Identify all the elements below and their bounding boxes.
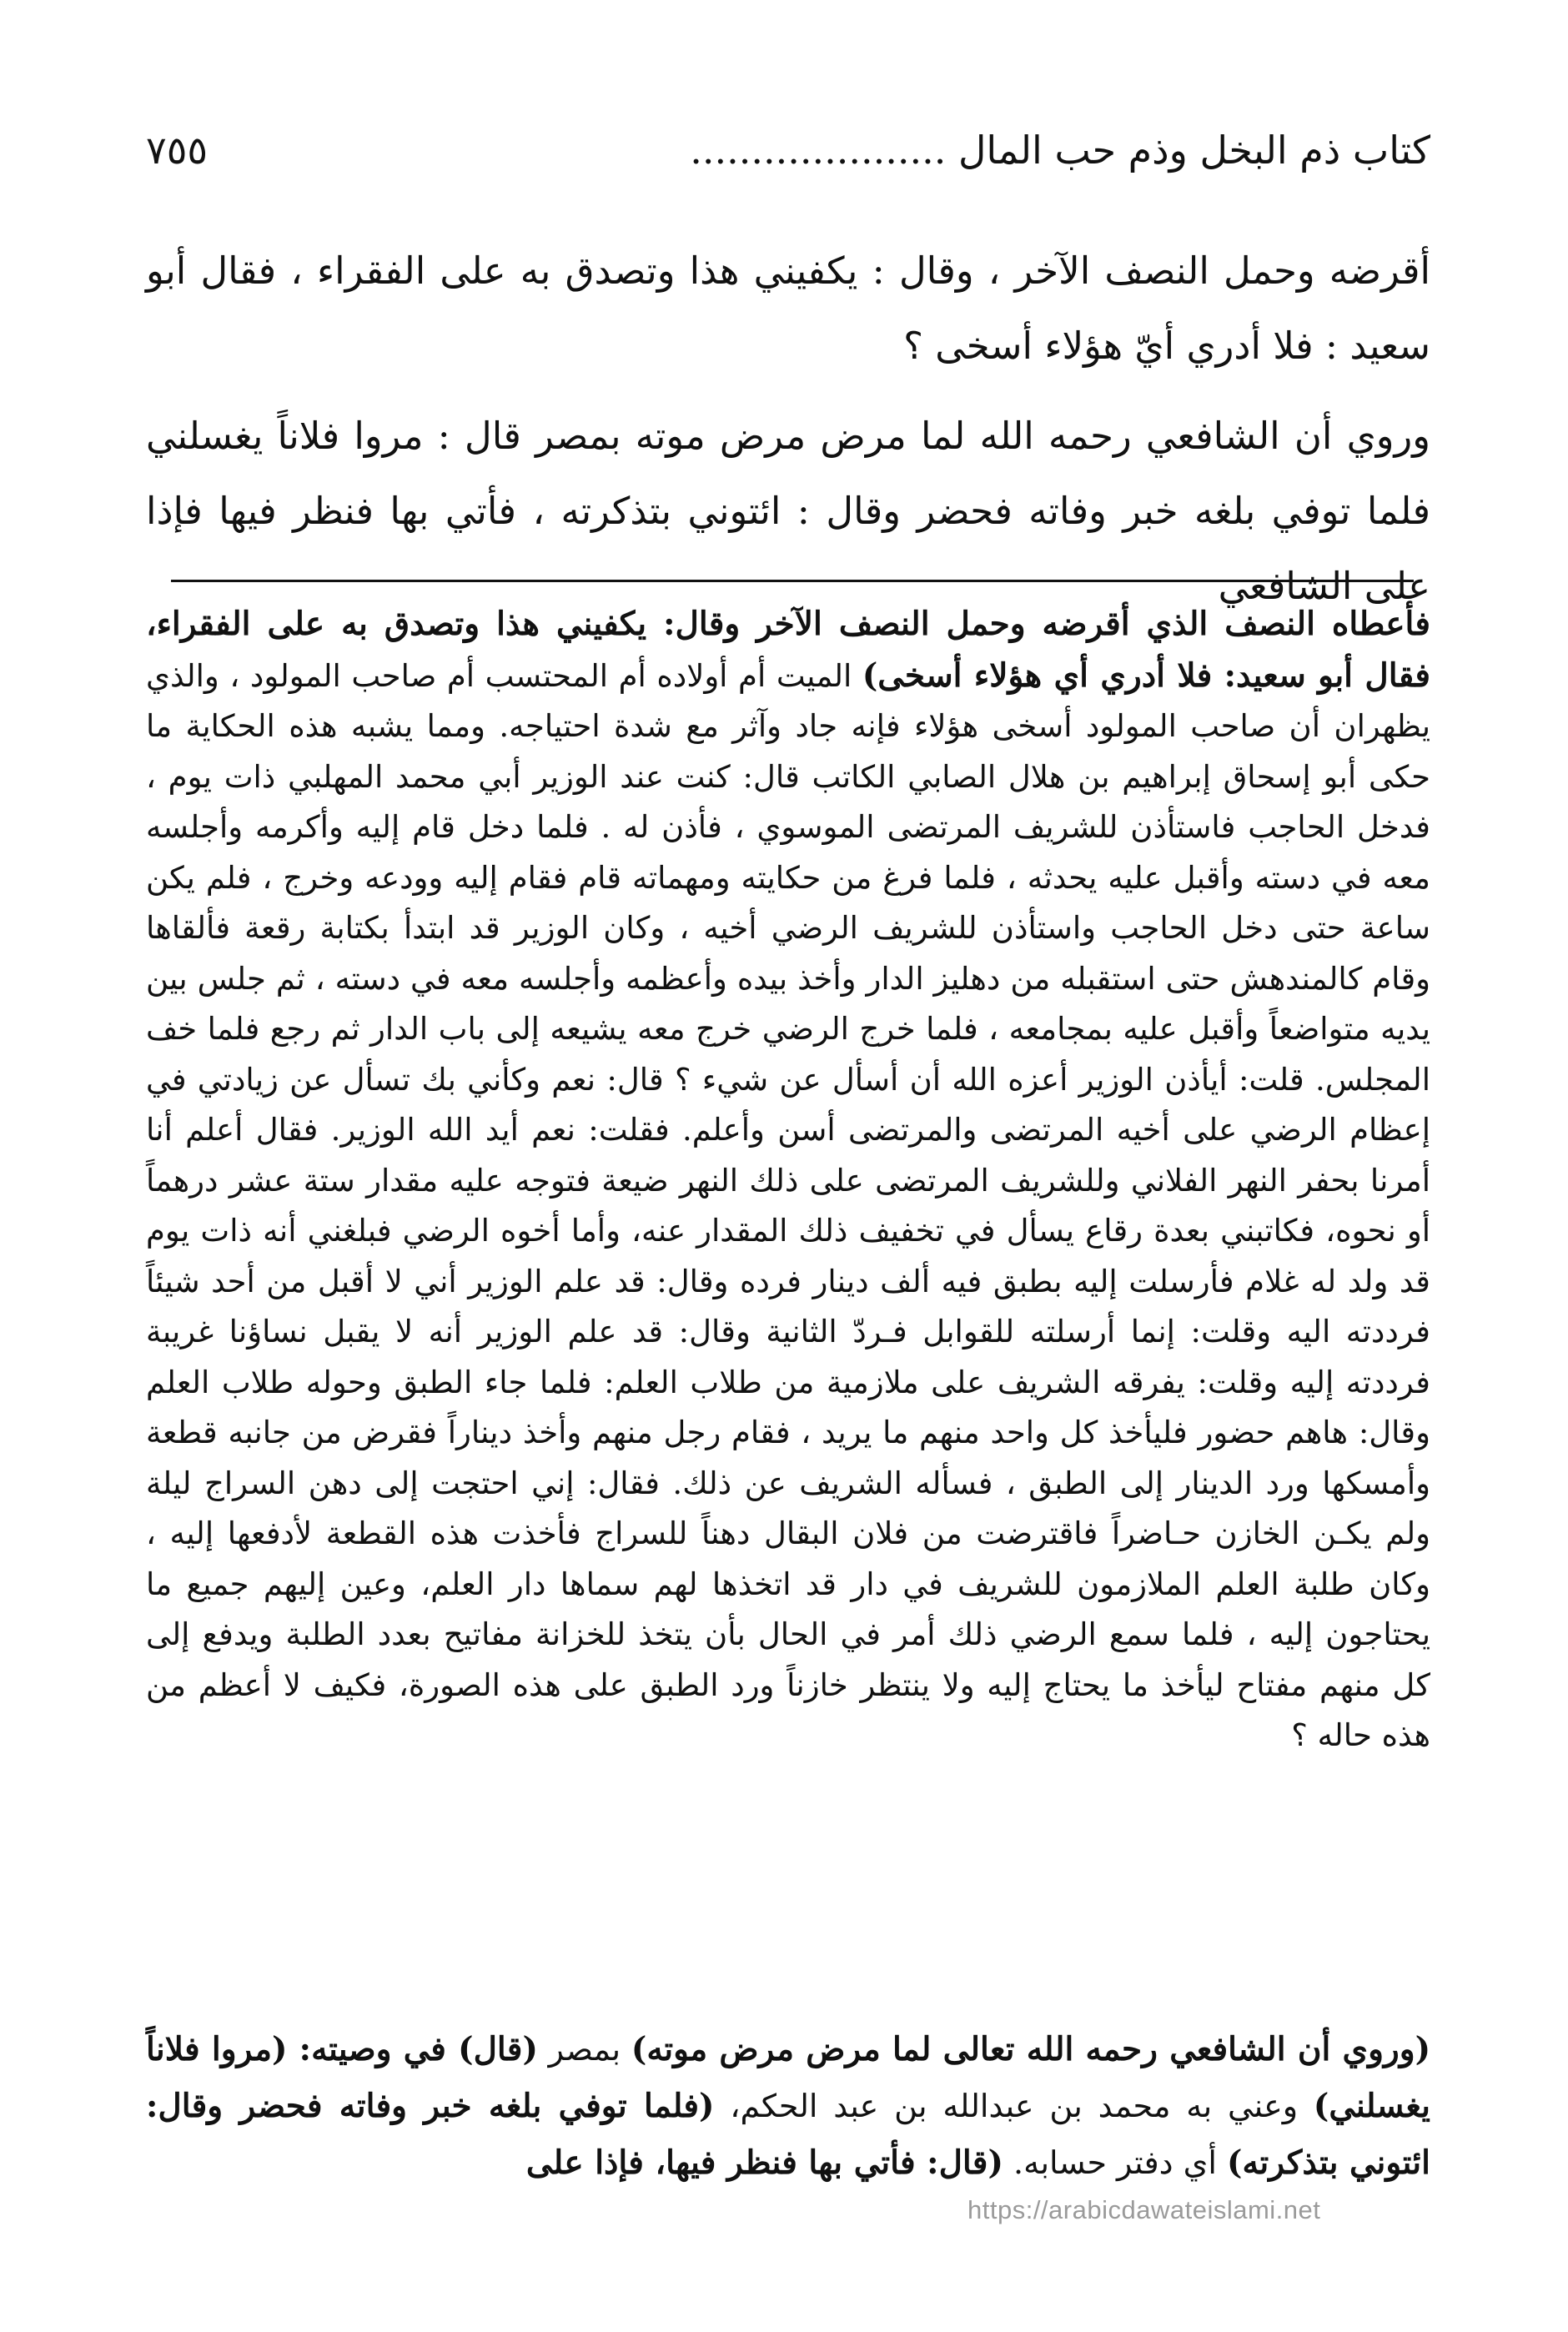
- page-number: ٧٥٥: [146, 128, 209, 173]
- commentary-bold-quote-2: (وروي أن الشافعي رحمه الله تعالى لما مرض مرض موته): [631, 2030, 1431, 2068]
- commentary-text-3: وعني به محمد بن عبدالله بن عبد الحكم،: [714, 2088, 1314, 2124]
- watermark-url: https://arabicdawateislami.net: [967, 2195, 1321, 2224]
- page-header: [146, 117, 1430, 192]
- commentary-text-2: بمصر: [537, 2031, 631, 2068]
- commentary-block-2: [146, 2021, 1430, 2191]
- main-paragraph-2: وروي أن الشافعي رحمه الله لما مرض مرض موته بمصر قال : مروا فلاناً يغسلني فلما توفي بلغه خبر وفاته فحضر وقال : ائتوني بتذكرته ، فأتي بها فنظر فيها فإذا على الشافعي: [146, 414, 1430, 608]
- commentary-paragraph-1: [146, 599, 1430, 1762]
- separator-line: [171, 580, 1414, 582]
- main-text: [146, 234, 1430, 639]
- running-title-text: كتاب ذم البخل وذم حب المال: [958, 128, 1430, 173]
- running-title: [690, 117, 1430, 183]
- commentary-paragraph-2: [146, 2021, 1430, 2191]
- commentary-bold-quote: فأعطاه النصف الذي أقرضه وحمل النصف الآخر وقال: يكفيني هذا وتصدق به على الفقراء، فقال أبو سعيد: فلا أدري أي هؤلاء أسخى): [146, 605, 1430, 695]
- running-title-dots: .....................: [690, 128, 947, 173]
- main-paragraph-1: أقرضه وحمل النصف الآخر ، وقال : يكفيني هذا وتصدق به على الفقراء ، فقال أبو سعيد : فلا أدري أيّ هؤلاء أسخى ؟: [146, 249, 1430, 368]
- commentary-bold-quote-3: (قال) في وصيته: (مروا فلاناً يغسلني): [146, 2030, 1430, 2125]
- commentary-bold-quote-5: (قال: فأتي بها فنظر فيها، فإذا على: [525, 2144, 1003, 2182]
- commentary-block: [146, 599, 1430, 1762]
- commentary-bold-quote-4: (فلما توفي بلغه خبر وفاته فحضر وقال: ائتوني بتذكرته): [146, 2087, 1430, 2182]
- commentary-text: الميت أم أولاده أم المحتسب أم صاحب المولود ، والذي يظهران أن صاحب المولود أسخى هؤلاء فإنه جاد وآثر مع شدة احتياجه. ومما يشبه هذه الحكاية ما حكى أبو إسحاق إبراهيم بن هلال الصابي الكاتب قال: كنت عند الوزير أبي محمد المهلبي ذات يوم ، فدخل الحاجب فاستأذن للشريف المرتضى الموسوي ، فأذن له . فلما دخل قام إليه وأكرمه وأجلسه معه في دسته وأقبل عليه يحدثه ، فلما فرغ من حكايته ومهماته قام فقام إليه وودعه وخرج ، فلم يكن ساعة حتى دخل الحاجب واستأذن للشريف الرضي أخيه ، وكان الوزير قد ابتدأ بكتابة رقعة فألقاها وقام كالمندهش حتى استقبله من دهليز الدار وأخذ بيده وأعظمه وأجلسه معه في دسته ، ثم جلس بين يديه متواضعاً وأقبل عليه بمجامعه ، فلما خرج الرضي خرج معه يشيعه إلى باب الدار ثم رجع فلما خف المجلس. قلت: أيأذن الوزير أعزه الله أن أسأل عن شيء ؟ قال: نعم وكأني بك تسأل عن زيادتي في إعظام الرضي على أخيه المرتضى والمرتضى أسن وأعلم. فقلت: نعم أيد الله الوزير. فقال أعلم أنا أمرنا بحفر النهر الفلاني وللشريف المرتضى على ذلك النهر ضيعة فتوجه عليه مقدار ستة عشر درهماً أو نحوه، فكاتبني بعدة رقاع يسأل في تخفيف ذلك المقدار عنه، وأما أخوه الرضي فبلغني أنه ذات يوم قد ولد له غلام فأرسلت إليه بطبق فيه ألف دينار فرده وقال: قد علم الوزير أني لا أقبل من أحد شيئاً فرددته اليه وقلت: إنما أرسلته للقوابل فـردّ الثانية وقال: قد علم الوزير أنه لا يقبل نساؤنا غريبة فرددته إليه وقلت: يفرقه الشريف على ملازمية من طلاب العلم: فلما جاء الطبق وحوله طلاب العلم وقال: هاهم حضور فليأخذ كل واحد منهم ما يريد ، فقام رجل منهم وأخذ ديناراً فقرض من جانبه قطعة وأمسكها ورد الدينار إلى الطبق ، فسأله الشريف عن ذلك. فقال: إني احتجت إلى دهن السراج ليلة ولم يكـن الخازن حـاضراً فاقترضت من فلان البقال دهناً للسراج فأخذت هذه القطعة لأدفعها إليه ، وكان طلبة العلم الملازمون للشريف في دار قد اتخذها لهم سماها دار العلم، وعين إليهم جميع ما يحتاجون إليه ، فلما سمع الرضي ذلك أمر في الحال بأن يتخذ للخزانة مفاتيح بعدد الطلبة ويدفع إلى كل منهم مفتاح ليأخذ ما يحتاج إليه ولا ينتظر خازناً ورد الطبق على هذه الصورة، فكيف لا أعظم من هذه حاله ؟: [146, 657, 1430, 1753]
- commentary-text-4: أي دفتر حسابه.: [1003, 2144, 1228, 2181]
